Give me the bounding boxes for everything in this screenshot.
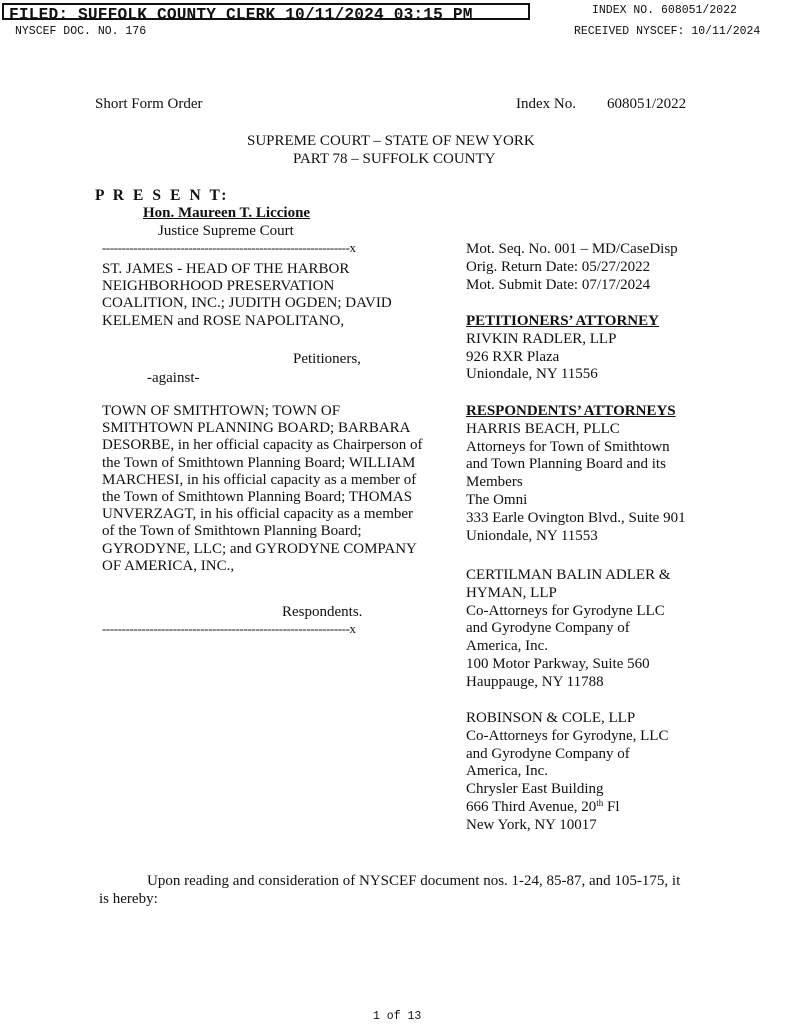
petitioners-attorney <box>466 313 659 384</box>
attorney-line: Co-Attorneys for Gyrodyne, LLC <box>466 727 669 744</box>
court-line-2: PART 78 – SUFFOLK COUNTY <box>293 151 496 167</box>
header-doc-no: NYSCEF DOC. NO. 176 <box>15 25 147 38</box>
address-prefix: 666 Third Avenue, 20 <box>466 798 597 815</box>
petitioners-attorney-heading: PETITIONERS’ ATTORNEY <box>466 313 659 329</box>
address-suffix: Fl <box>603 798 620 815</box>
attorney-line: Members <box>466 474 523 491</box>
motion-info <box>466 241 678 294</box>
header-received: RECEIVED NYSCEF: 10/11/2024 <box>574 25 761 38</box>
caption-line: DESORBE, in her official capacity as Chairperson of <box>102 437 423 454</box>
attorney-line: and Town Planning Board and its <box>466 456 666 473</box>
attorney-line: Chrysler East Building <box>466 781 604 798</box>
form-type: Short Form Order <box>95 96 203 112</box>
attorney-address-line <box>466 799 668 817</box>
respondents-caption <box>102 403 447 575</box>
caption-line: SMITHTOWN PLANNING BOARD; BARBARA <box>102 420 411 437</box>
body-line-2: is hereby: <box>99 891 158 907</box>
caption-line: KELEMEN and ROSE NAPOLITANO, <box>102 312 345 329</box>
caption-bottom-rule: ---------------------------------------------------------------x <box>102 621 356 636</box>
motion-seq: Mot. Seq. No. 001 – MD/CaseDisp <box>466 241 678 257</box>
attorney-line: RIVKIN RADLER, LLP <box>466 330 617 347</box>
attorney-line: Uniondale, NY 11556 <box>466 366 598 383</box>
respondents-attorneys-heading: RESPONDENTS’ ATTORNEYS <box>466 403 676 419</box>
judge-name: Hon. Maureen T. Liccione <box>143 205 311 221</box>
index-value: 608051/2022 <box>607 96 687 112</box>
attorney-line: HARRIS BEACH, PLLC <box>466 420 620 437</box>
caption-line: COALITION, INC.; JUDITH OGDEN; DAVID <box>102 295 392 312</box>
caption-line: ST. JAMES - HEAD OF THE HARBOR <box>102 261 350 277</box>
page-number: 1 of 13 <box>373 1010 422 1023</box>
filed-stamp: FILED: SUFFOLK COUNTY CLERK 10/11/2024 03:15 PM <box>9 6 473 24</box>
attorney-line: Co-Attorneys for Gyrodyne LLC <box>466 602 665 619</box>
present-label: P R E S E N T: <box>95 187 230 204</box>
attorney-line: The Omni <box>466 491 528 508</box>
caption-line: NEIGHBORHOOD PRESERVATION <box>102 278 335 295</box>
motion-submit: Mot. Submit Date: 07/17/2024 <box>466 276 651 293</box>
attorney-line: Hauppauge, NY 11788 <box>466 673 604 690</box>
attorney-line: CERTILMAN BALIN ADLER & <box>466 567 671 583</box>
attorney-line: 333 Earle Ovington Blvd., Suite 901 <box>466 509 686 526</box>
attorney-line: New York, NY 10017 <box>466 816 597 833</box>
attorney-line: and Gyrodyne Company of <box>466 745 630 762</box>
against-label: -against- <box>147 370 200 386</box>
motion-orig-return: Orig. Return Date: 05/27/2022 <box>466 258 651 275</box>
body-line-1: Upon reading and consideration of NYSCEF document nos. 1-24, 85-87, and 105-175, it <box>147 873 681 889</box>
petitioners-label: Petitioners, <box>293 351 361 367</box>
court-line-1: SUPREME COURT – STATE OF NEW YORK <box>247 133 535 149</box>
attorney-line: Uniondale, NY 11553 <box>466 527 598 544</box>
caption-top-rule: ---------------------------------------------------------------x <box>102 240 356 255</box>
attorney-line: Attorneys for Town of Smithtown <box>466 438 670 455</box>
index-label: Index No. <box>516 96 576 112</box>
caption-line: GYRODYNE, LLC; and GYRODYNE COMPANY <box>102 540 417 557</box>
judge-title: Justice Supreme Court <box>158 223 294 239</box>
caption-line: MARCHESI, in his official capacity as a member of <box>102 471 417 488</box>
caption-line: OF AMERICA, INC., <box>102 557 235 574</box>
attorney-line: 926 RXR Plaza <box>466 348 560 365</box>
caption-line: the Town of Smithtown Planning Board; WILLIAM <box>102 454 416 471</box>
petitioners-caption <box>102 261 447 330</box>
attorney-line: and Gyrodyne Company of <box>466 620 630 637</box>
caption-line: TOWN OF SMITHTOWN; TOWN OF <box>102 403 341 419</box>
respondents-attorney-firm-2 <box>466 567 671 692</box>
header-index-no: INDEX NO. 608051/2022 <box>592 4 737 17</box>
respondents-label: Respondents. <box>282 604 363 620</box>
attorney-line: America, Inc. <box>466 638 549 655</box>
caption-line: UNVERZAGT, in his official capacity as a member <box>102 506 414 523</box>
caption-line: of the Town of Smithtown Planning Board; <box>102 523 362 540</box>
attorney-line: America, Inc. <box>466 763 549 780</box>
attorney-line: ROBINSON & COLE, LLP <box>466 710 636 726</box>
filed-stamp-box <box>2 3 530 24</box>
respondents-attorney-firm-1 <box>466 403 686 545</box>
attorney-line: 100 Motor Parkway, Suite 560 <box>466 655 650 672</box>
respondents-attorney-firm-3 <box>466 710 668 835</box>
caption-line: the Town of Smithtown Planning Board; THOMAS <box>102 489 413 506</box>
attorney-line: HYMAN, LLP <box>466 584 557 601</box>
address-sup: th <box>596 797 604 808</box>
